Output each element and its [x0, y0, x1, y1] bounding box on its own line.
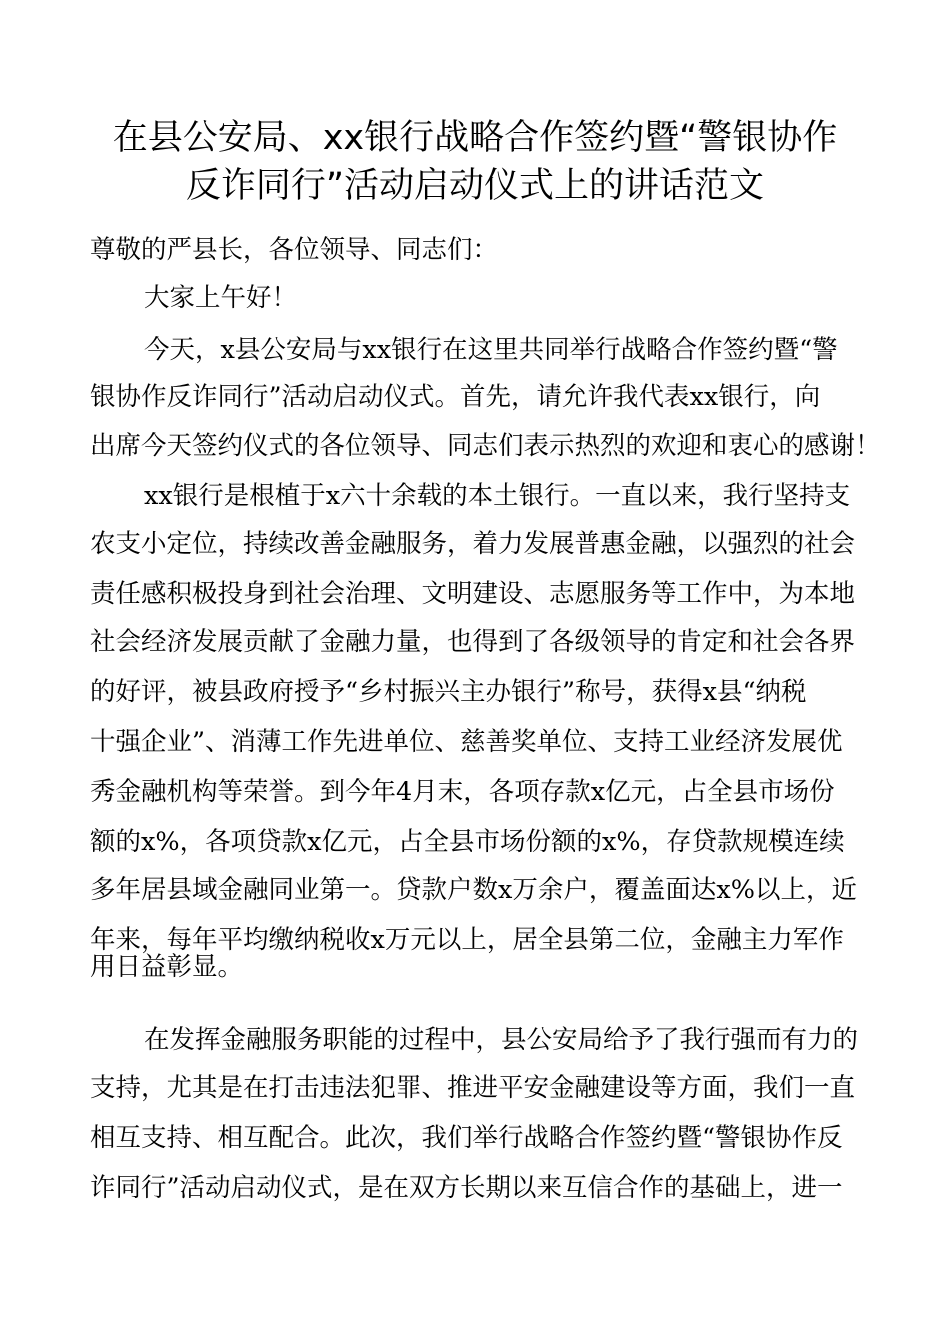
- paragraph-3-line: 诈同行”活动启动仪式，是在双方长期以来互信合作的基础上，进一: [90, 1173, 843, 1203]
- paragraph-1-line: 今天，x县公安局与xx银行在这里共同举行战略合作签约暨“警: [144, 335, 838, 365]
- paragraph-2-line: 秀金融机构等荣誉。到今年4月末，各项存款x亿元，占全县市场份: [90, 777, 835, 807]
- paragraph-2-line: 农支小定位，持续改善金融服务，着力发展普惠金融，以强烈的社会: [90, 529, 856, 559]
- greeting: 大家上午好！: [144, 283, 298, 313]
- paragraph-2-line: 额的x%，各项贷款x亿元，占全县市场份额的x%，存贷款规模连续: [90, 827, 845, 857]
- paragraph-3-line: 相互支持、相互配合。此次，我们举行战略合作签约暨“警银协作反: [90, 1123, 843, 1153]
- paragraph-1-line: 出席今天签约仪式的各位领导、同志们表示热烈的欢迎和衷心的感谢！: [90, 431, 881, 461]
- paragraph-2-line: 责任感积极投身到社会治理、文明建设、志愿服务等工作中，为本地: [90, 579, 856, 609]
- paragraph-2-line: 用日益彰显。: [90, 952, 244, 982]
- paragraph-2-line: 多年居县域金融同业第一。贷款户数x万余户，覆盖面达x%以上，近: [90, 875, 857, 905]
- paragraph-3-line: 在发挥金融服务职能的过程中，县公安局给予了我行强而有力的: [144, 1025, 859, 1055]
- document-title-line-1: 在县公安局、xx银行战略合作签约暨“警银协作: [112, 118, 838, 158]
- paragraph-2-line: 十强企业”、消薄工作先进单位、慈善奖单位、支持工业经济发展优: [90, 727, 843, 757]
- paragraph-2-line: 的好评，被县政府授予“乡村振兴主办银行”称号，获得x县“纳税: [90, 677, 807, 707]
- salutation: 尊敬的严县长，各位领导、同志们：: [90, 235, 499, 265]
- paragraph-1-line: 银协作反诈同行”活动启动仪式。首先，请允许我代表xx银行，向: [90, 382, 821, 412]
- paragraph-2-line: xx银行是根植于x六十余载的本土银行。一直以来，我行坚持支: [144, 481, 851, 511]
- paragraph-2-line: 社会经济发展贡献了金融力量，也得到了各级领导的肯定和社会各界: [90, 627, 856, 657]
- paragraph-2-line: 年来，每年平均缴纳税收x万元以上，居全县第二位，金融主力军作: [90, 925, 844, 955]
- paragraph-3-line: 支持，尤其是在打击违法犯罪、推进平安金融建设等方面，我们一直: [90, 1073, 856, 1103]
- document-title-line-2: 反诈同行”活动启动仪式上的讲话范文: [185, 166, 765, 206]
